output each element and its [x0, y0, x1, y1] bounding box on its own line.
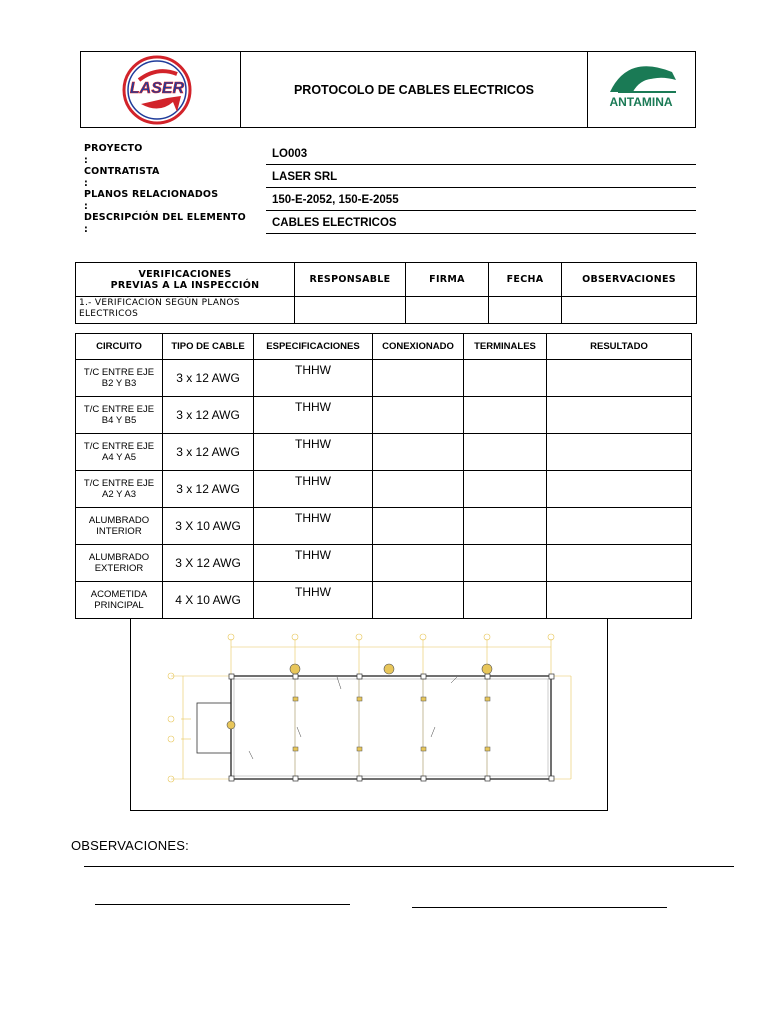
specification-cell: THHW [254, 434, 373, 471]
connection-cell[interactable] [373, 434, 464, 471]
circuit-header-row [76, 334, 692, 360]
specification-cell: THHW [254, 471, 373, 508]
terminals-cell[interactable] [464, 545, 547, 582]
specification-cell: THHW [254, 582, 373, 619]
result-cell[interactable] [547, 397, 692, 434]
table-row [76, 545, 692, 582]
electrical-plan-drawing [130, 618, 608, 811]
circuit-cell: T/C ENTRE EJE B4 Y B5 [76, 397, 163, 434]
connection-cell[interactable] [373, 397, 464, 434]
connection-cell[interactable] [373, 360, 464, 397]
project-label: PROYECTO : [84, 143, 143, 166]
cable-type-cell: 3 x 12 AWG [163, 434, 254, 471]
specification-cell: THHW [254, 545, 373, 582]
document-header [80, 51, 696, 128]
result-cell[interactable] [547, 360, 692, 397]
result-cell[interactable] [547, 471, 692, 508]
connection-cell[interactable] [373, 508, 464, 545]
terminals-cell[interactable] [464, 434, 547, 471]
specification-cell: THHW [254, 397, 373, 434]
element-description-value: CABLES ELECTRICOS [266, 212, 696, 234]
result-cell[interactable] [547, 582, 692, 619]
date-cell[interactable] [489, 297, 562, 324]
contractor-label: CONTRATISTA : [84, 166, 160, 189]
laser-logo-cell [81, 52, 241, 127]
connection-cell[interactable] [373, 582, 464, 619]
responsible-cell[interactable] [295, 297, 406, 324]
circuit-col-header: CIRCUITO [76, 334, 163, 360]
table-row [76, 297, 697, 324]
result-cell[interactable] [547, 434, 692, 471]
terminals-cell[interactable] [464, 508, 547, 545]
cable-type-cell: 4 X 10 AWG [163, 582, 254, 619]
table-row [76, 508, 692, 545]
date-col-header: FECHA [489, 263, 562, 297]
signature-line-right[interactable] [412, 907, 667, 908]
terminals-cell[interactable] [464, 360, 547, 397]
table-row [76, 582, 692, 619]
laser-logo [81, 52, 241, 128]
observations-col-header: OBSERVACIONES [562, 263, 697, 297]
cable-type-cell: 3 x 12 AWG [163, 471, 254, 508]
cable-type-cell: 3 x 12 AWG [163, 360, 254, 397]
result-col-header: RESULTADO [547, 334, 692, 360]
antamina-logo-cell [587, 52, 695, 127]
responsible-col-header: RESPONSABLE [295, 263, 406, 297]
specifications-col-header: ESPECIFICACIONES [254, 334, 373, 360]
table-row [76, 360, 692, 397]
connection-col-header: CONEXIONADO [373, 334, 464, 360]
connection-cell[interactable] [373, 545, 464, 582]
table-row [76, 397, 692, 434]
related-plans-label: PLANOS RELACIONADOS : [84, 189, 219, 212]
circuit-cell: T/C ENTRE EJE A2 Y A3 [76, 471, 163, 508]
verification-header-row [76, 263, 697, 297]
document-title: PROTOCOLO DE CABLES ELECTRICOS [293, 82, 535, 97]
antamina-logo [588, 52, 696, 128]
contractor-value: LASER SRL [266, 166, 696, 188]
observations-cell[interactable] [562, 297, 697, 324]
result-cell[interactable] [547, 508, 692, 545]
terminals-col-header: TERMINALES [464, 334, 547, 360]
specification-cell: THHW [254, 508, 373, 545]
cable-type-cell: 3 x 12 AWG [163, 397, 254, 434]
table-row [76, 434, 692, 471]
related-plans-value: 150-E-2052, 150-E-2055 [266, 189, 696, 211]
cable-type-cell: 3 X 12 AWG [163, 545, 254, 582]
circuit-cell: ALUMBRADO EXTERIOR [76, 545, 163, 582]
floor-plan-image [131, 619, 607, 810]
signature-cell[interactable] [406, 297, 489, 324]
observations-label: OBSERVACIONES: [71, 838, 189, 853]
observations-line[interactable] [84, 866, 734, 867]
circuit-table [75, 333, 692, 619]
connection-cell[interactable] [373, 471, 464, 508]
cable-type-cell: 3 X 10 AWG [163, 508, 254, 545]
result-cell[interactable] [547, 545, 692, 582]
signature-col-header: FIRMA [406, 263, 489, 297]
project-value: LO003 [266, 143, 696, 165]
table-row [76, 471, 692, 508]
antamina-logo-text: ANTAMINA [609, 95, 673, 109]
terminals-cell[interactable] [464, 397, 547, 434]
signature-line-left[interactable] [95, 904, 350, 905]
circuit-cell: T/C ENTRE EJE A4 Y A5 [76, 434, 163, 471]
terminals-cell[interactable] [464, 582, 547, 619]
circuit-table-body [76, 360, 692, 619]
element-description-label: DESCRIPCIÓN DEL ELEMENTO : [84, 212, 246, 235]
verification-col-header: VERIFICACIONES PREVIAS A LA INSPECCIÓN [76, 263, 295, 297]
specification-cell: THHW [254, 360, 373, 397]
circuit-cell: ACOMETIDA PRINCIPAL [76, 582, 163, 619]
terminals-cell[interactable] [464, 471, 547, 508]
verification-item: 1.- VERIFICACION SEGÚN PLANOS ELECTRICOS [76, 297, 295, 324]
cable-type-col-header: TIPO DE CABLE [163, 334, 254, 360]
verification-table [75, 262, 697, 324]
laser-logo-text: LASER [129, 80, 185, 97]
circuit-cell: ALUMBRADO INTERIOR [76, 508, 163, 545]
circuit-cell: T/C ENTRE EJE B2 Y B3 [76, 360, 163, 397]
